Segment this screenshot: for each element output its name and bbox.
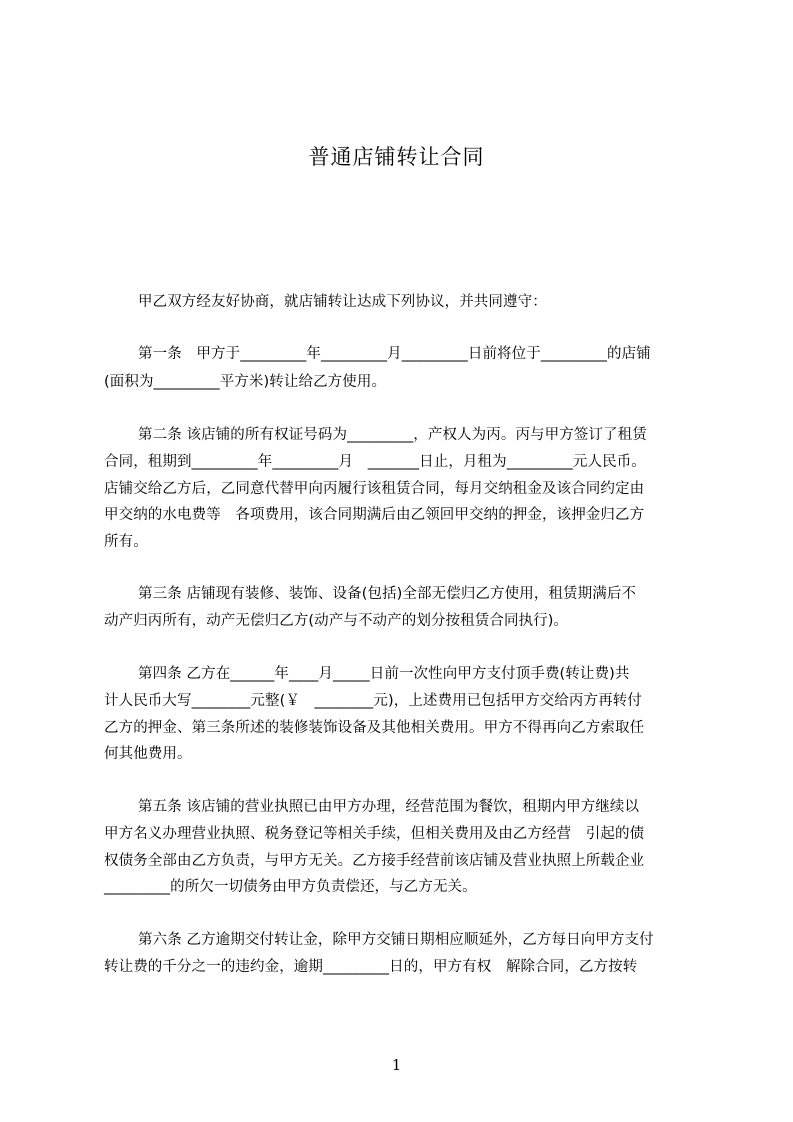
article-4-line-4: 何其他费用。 bbox=[104, 746, 192, 762]
page-number: 1 bbox=[391, 1056, 402, 1074]
article-4-line-3: 乙方的押金、第三条所述的装修装饰设备及其他相关费用。甲方不得再向乙方索取任 bbox=[104, 720, 645, 736]
article-2-line-2: 合同，租期到_________年_________月 _______日止，月租为_________元人民币。 bbox=[104, 454, 646, 470]
article-3-line-2: 动产归丙所有，动产无偿归乙方(动产与不动产的划分按租赁合同执行)。 bbox=[104, 613, 569, 629]
article-1-line-2: (面积为_________平方米)转让给乙方使用。 bbox=[104, 374, 387, 390]
intro-paragraph: 甲乙双方经友好协商，就店铺转让达成下列协议，并共同遵守： bbox=[138, 294, 547, 310]
article-6-line-2: 转让费的千分之一的违约金，逾期_________日的，甲方有权 解除合同，乙方按转 bbox=[104, 959, 638, 975]
document-title: 普通店铺转让合同 bbox=[308, 145, 485, 169]
article-2-line-3: 店铺交给乙方后，乙同意代替甲向丙履行该租赁合同，每月交纳租金及该合同约定由 bbox=[104, 481, 645, 497]
article-5-line-1: 第五条 该店铺的营业执照已由甲方办理，经营范围为餐饮，租期内甲方继续以 bbox=[138, 799, 640, 815]
article-3-line-1: 第三条 店铺现有装修、装饰、设备(包括)全部无偿归乙方使用，租赁期满后不 bbox=[138, 586, 637, 602]
article-6-line-1: 第六条 乙方逾期交付转让金，除甲方交铺日期相应顺延外，乙方每日向甲方支付 bbox=[138, 932, 654, 948]
article-4-line-2: 计人民币大写________元整(￥ ________元)，上述费用已包括甲方交给丙方再转付 bbox=[104, 693, 642, 709]
article-2-line-5: 所有。 bbox=[104, 534, 148, 550]
article-5-line-4: _________的所欠一切债务由甲方负责偿还，与乙方无关。 bbox=[104, 879, 477, 895]
article-2-line-1: 第二条 该店铺的所有权证号码为_________，产权人为丙。丙与甲方签订了租赁 bbox=[138, 427, 647, 443]
article-2-line-4: 甲交纳的水电费等 各项费用，该合同期满后由乙领回甲交纳的押金，该押金归乙方 bbox=[104, 507, 645, 523]
article-5-line-2: 甲方名义办理营业执照、税务登记等相关手续，但相关费用及由乙方经营 引起的债 bbox=[104, 826, 645, 842]
article-4-line-1: 第四条 乙方在______年____月_____日前一次性向甲方支付顶手费(转让费)共 bbox=[138, 666, 630, 682]
article-1-line-1: 第一条 甲方于_________年_________月_________日前将位于_________的店铺 bbox=[138, 346, 651, 362]
article-5-line-3: 权债务全部由乙方负责，与甲方无关。乙方接手经营前该店铺及营业执照上所载企业 bbox=[104, 853, 645, 869]
